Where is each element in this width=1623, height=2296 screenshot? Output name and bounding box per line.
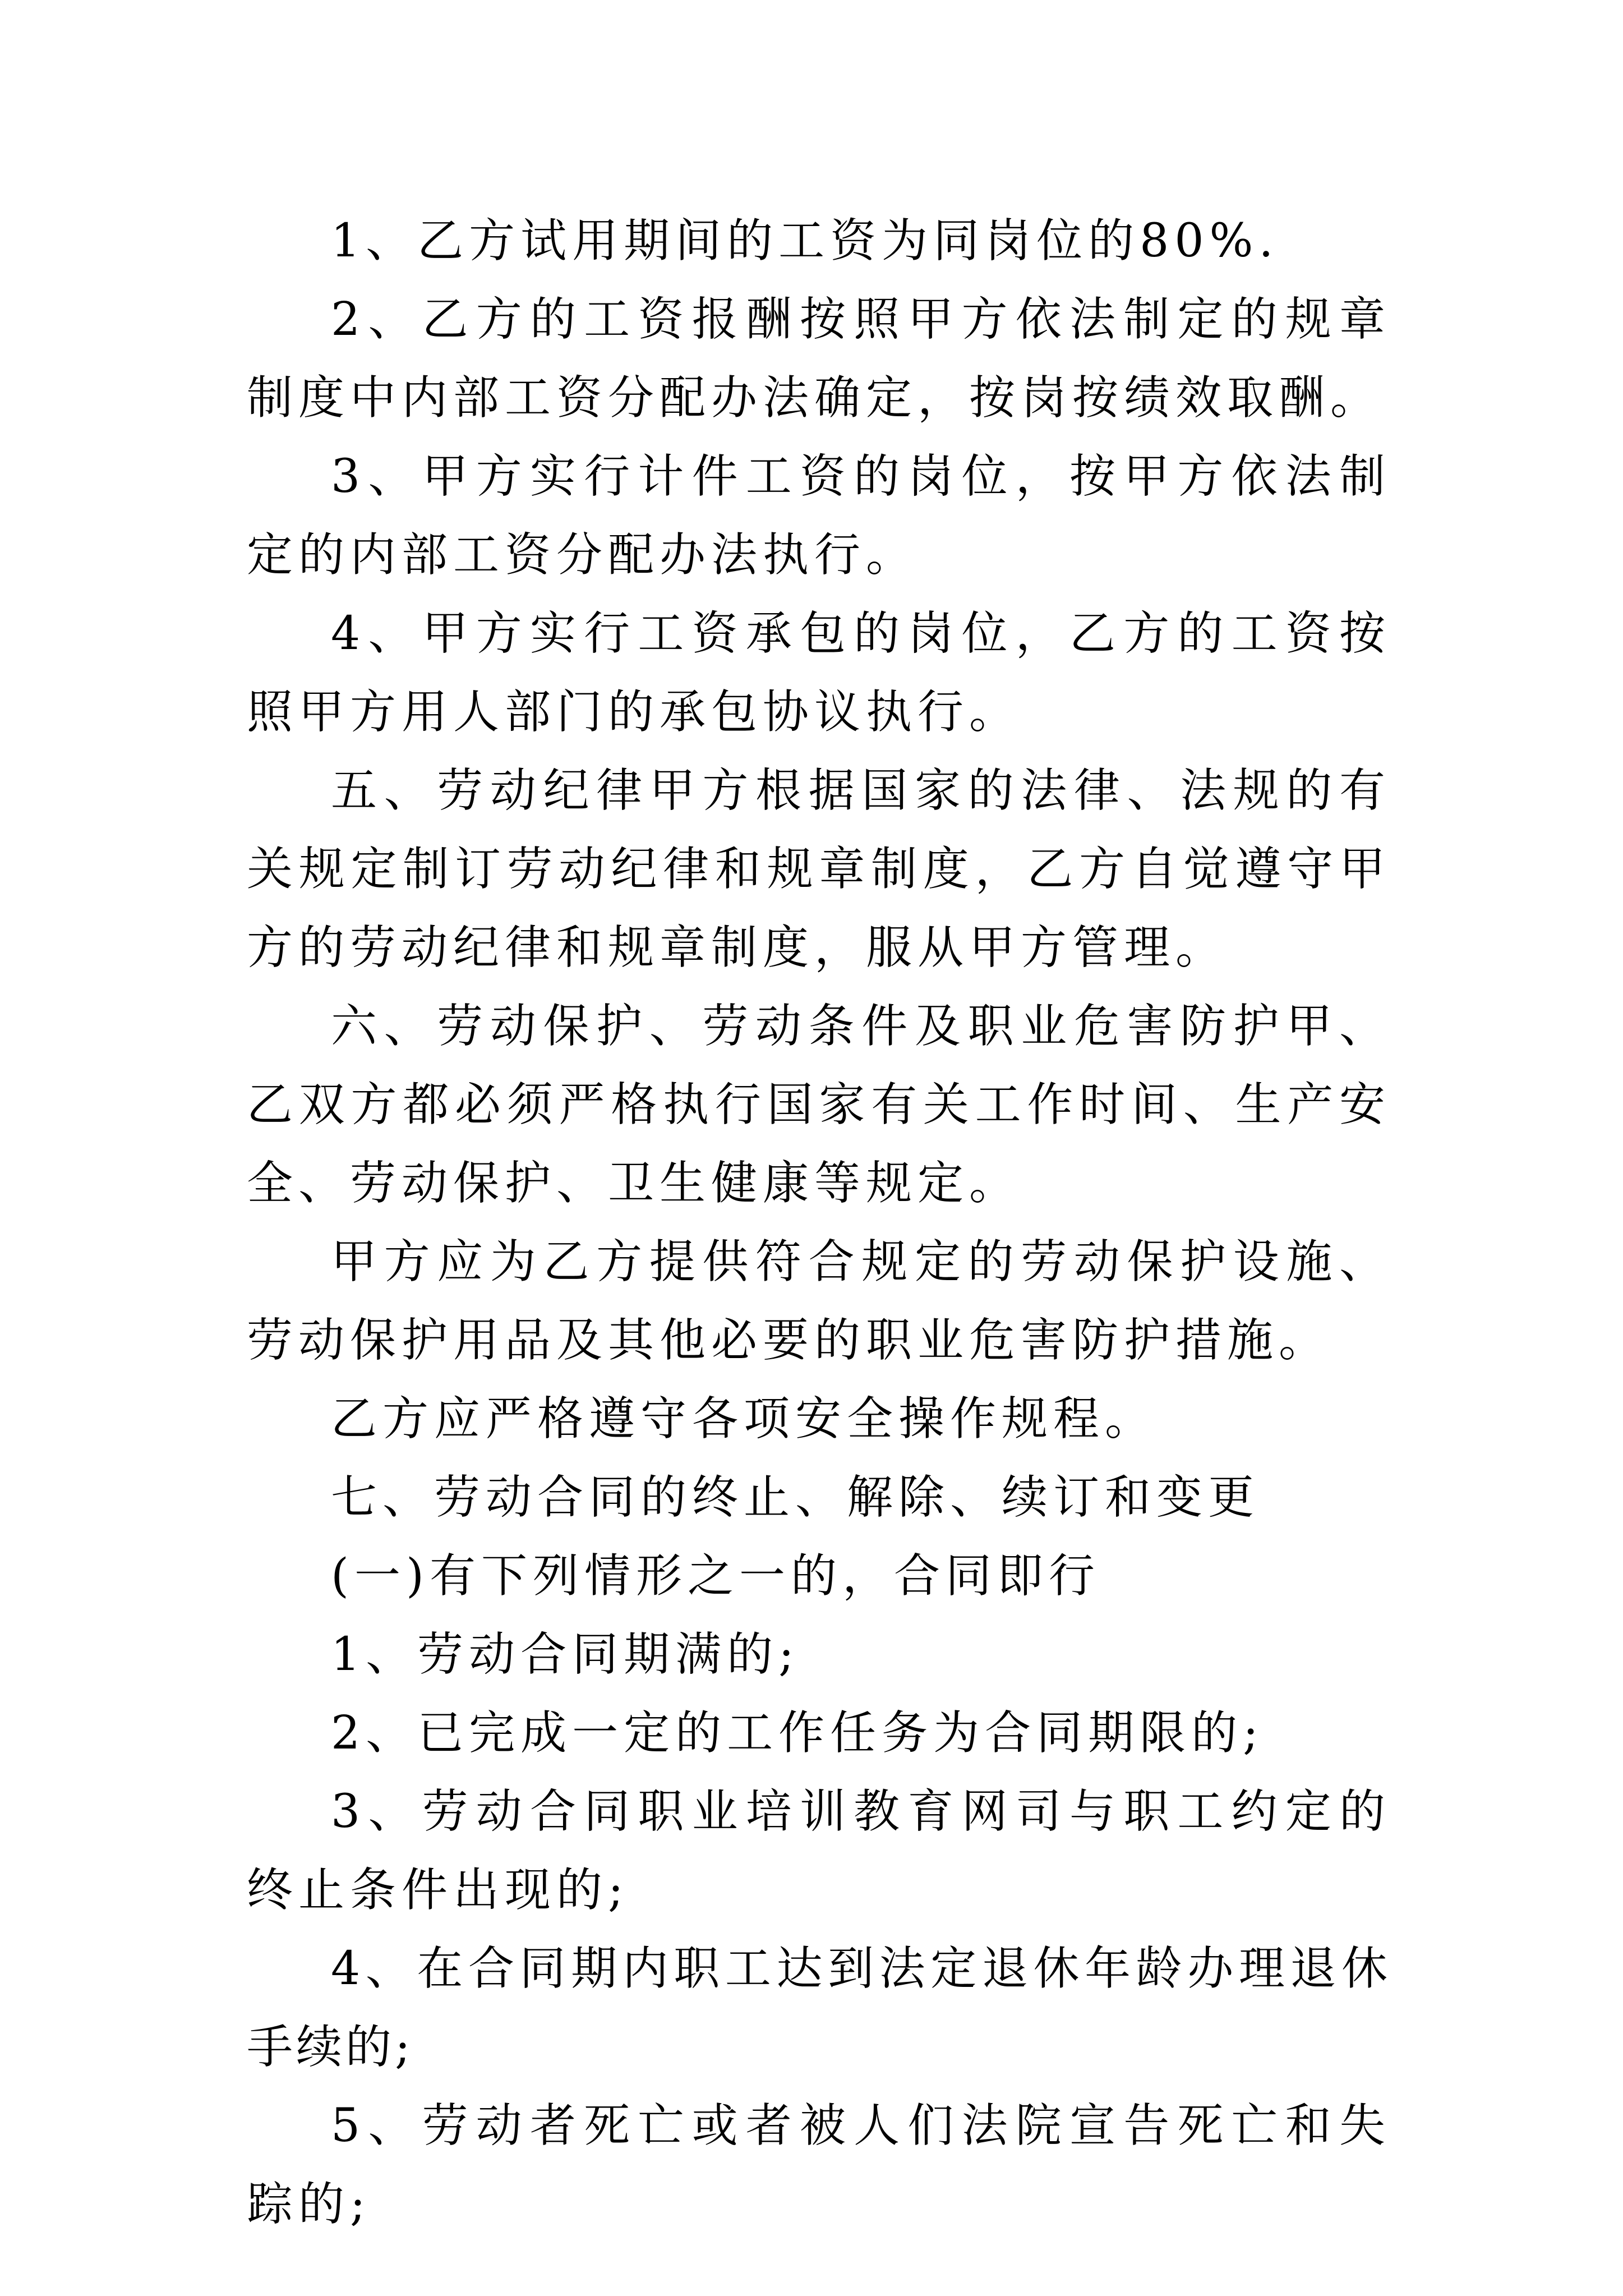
paragraph-1: 1、乙方试用期间的工资为同岗位的80%. (331, 214, 1279, 268)
paragraph-3: 3、甲方实行计件工资的岗位，按甲方依法制定的内部工资分配办法执行。 (247, 450, 1391, 582)
paragraph-5: 五、劳动纪律甲方根据国家的法律、法规的有关规定制订劳动纪律和规章制度，乙方自觉遵守甲方的劳动纪律和规章制度，服从甲方管理。 (247, 764, 1391, 974)
paragraph-4: 4、甲方实行工资承包的岗位，乙方的工资按照甲方用人部门的承包协议执行。 (247, 607, 1391, 739)
paragraph-14: 4、在合同期内职工达到法定退休年龄办理退休手续的; (247, 1942, 1391, 2074)
paragraph-11: 1、劳动合同期满的; (331, 1628, 800, 1681)
paragraph-7: 甲方应为乙方提供符合规定的劳动保护设施、劳动保护用品及其他必要的职业危害防护措施。 (247, 1235, 1391, 1367)
paragraph-2: 2、乙方的工资报酬按照甲方依法制定的规章制度中内部工资分配办法确定，按岗按绩效取酬。 (247, 293, 1391, 425)
paragraph-8: 乙方应严格遵守各项安全操作规程。 (331, 1392, 1157, 1446)
document-body (247, 202, 1391, 2244)
paragraph-6: 六、劳动保护、劳动条件及职业危害防护甲、乙双方都必须严格执行国家有关工作时间、生产安全、劳动保护、卫生健康等规定。 (247, 1000, 1391, 1210)
paragraph-15: 5、劳动者死亡或者被人们法院宣告死亡和失踪的; (247, 2099, 1391, 2231)
paragraph-12: 2、已完成一定的工作任务为合同期限的; (331, 1706, 1264, 1760)
paragraph-10: (一)有下列情形之一的，合同即行 (331, 1549, 1100, 1603)
paragraph-13: 3、劳动合同职业培训教育网司与职工约定的终止条件出现的; (247, 1785, 1391, 1917)
paragraph-9: 七、劳动合同的终止、解除、续订和变更 (331, 1471, 1260, 1524)
